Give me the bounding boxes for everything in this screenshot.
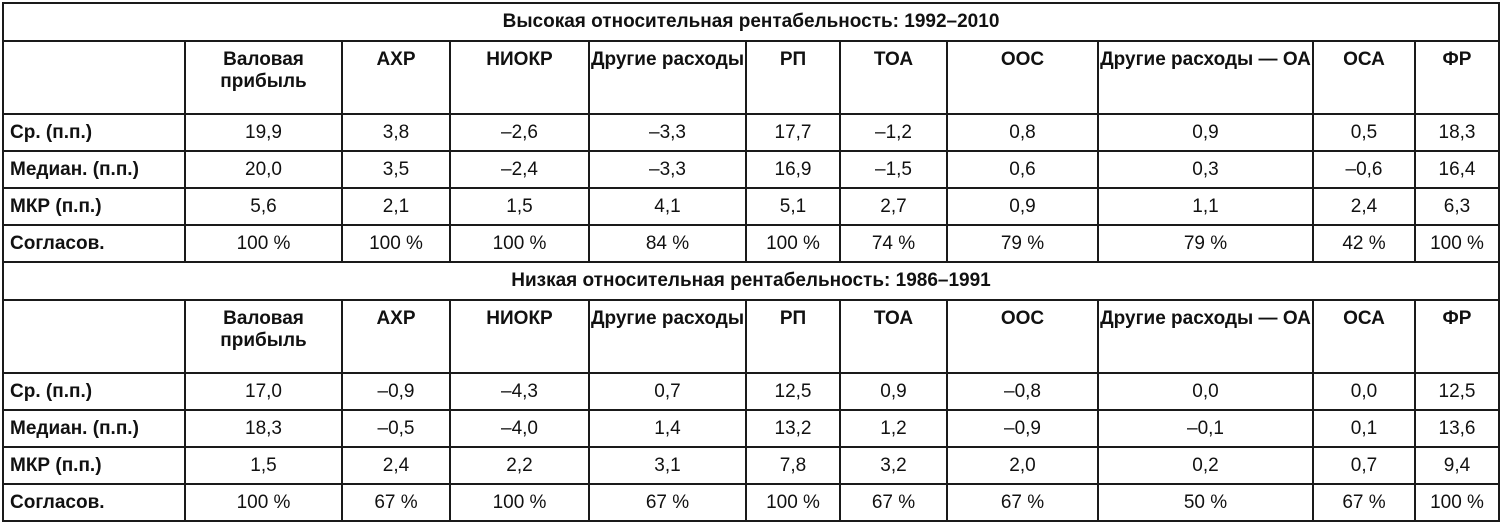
table-cell: 3,2	[840, 447, 947, 484]
table-cell: 0,0	[1098, 373, 1313, 410]
column-header: ОСА	[1313, 41, 1415, 114]
table-cell: 0,2	[1098, 447, 1313, 484]
column-header: ОСА	[1313, 300, 1415, 373]
column-header: Валовая прибыль	[185, 300, 342, 373]
column-header: НИОКР	[450, 300, 589, 373]
table-cell: 79 %	[947, 225, 1098, 262]
table-cell: –0,1	[1098, 410, 1313, 447]
table-cell: 16,4	[1415, 151, 1499, 188]
table-cell: –2,6	[450, 114, 589, 151]
column-header-row	[3, 300, 1499, 373]
column-header-row	[3, 41, 1499, 114]
row-label: Медиан. (п.п.)	[3, 151, 185, 188]
column-header: ТОА	[840, 41, 947, 114]
table-cell: 100 %	[450, 225, 589, 262]
table-cell: 67 %	[342, 484, 450, 521]
table-cell: 0,0	[1313, 373, 1415, 410]
table-cell: 0,3	[1098, 151, 1313, 188]
table-cell: 1,4	[589, 410, 746, 447]
table-row	[3, 151, 1499, 188]
row-label: Ср. (п.п.)	[3, 373, 185, 410]
table-cell: 12,5	[746, 373, 840, 410]
table-row	[3, 188, 1499, 225]
table-cell: –0,6	[1313, 151, 1415, 188]
table-cell: 5,1	[746, 188, 840, 225]
table-cell: 16,9	[746, 151, 840, 188]
table-cell: –0,5	[342, 410, 450, 447]
table-cell: 100 %	[746, 225, 840, 262]
table-cell: 100 %	[185, 225, 342, 262]
column-header: РП	[746, 41, 840, 114]
table-cell: 67 %	[947, 484, 1098, 521]
table-cell: 2,4	[1313, 188, 1415, 225]
table-cell: 0,7	[1313, 447, 1415, 484]
table-cell: 0,9	[840, 373, 947, 410]
row-label: МКР (п.п.)	[3, 447, 185, 484]
table-cell: 13,6	[1415, 410, 1499, 447]
header-blank-cell	[3, 300, 185, 373]
row-label: Согласов.	[3, 225, 185, 262]
section-title: Низкая относительная рентабельность: 1986–1991	[3, 262, 1499, 300]
table-cell: 17,0	[185, 373, 342, 410]
table-cell: –0,8	[947, 373, 1098, 410]
column-header: Другие расходы	[589, 300, 746, 373]
table-cell: –2,4	[450, 151, 589, 188]
column-header: НИОКР	[450, 41, 589, 114]
row-label: МКР (п.п.)	[3, 188, 185, 225]
column-header: АХР	[342, 300, 450, 373]
table-cell: 0,8	[947, 114, 1098, 151]
table-cell: 0,1	[1313, 410, 1415, 447]
column-header: ООС	[947, 300, 1098, 373]
table-cell: –1,5	[840, 151, 947, 188]
table-cell: 100 %	[1415, 484, 1499, 521]
table-cell: 100 %	[1415, 225, 1499, 262]
table-cell: 9,4	[1415, 447, 1499, 484]
column-header: ТОА	[840, 300, 947, 373]
table-cell: 1,5	[185, 447, 342, 484]
column-header: ФР	[1415, 41, 1499, 114]
table-cell: 0,9	[947, 188, 1098, 225]
table-row	[3, 225, 1499, 262]
column-header: Валовая прибыль	[185, 41, 342, 114]
table-cell: 0,6	[947, 151, 1098, 188]
table-row	[3, 410, 1499, 447]
column-header: Другие расходы — ОА	[1098, 300, 1313, 373]
table-cell: 0,5	[1313, 114, 1415, 151]
table-row	[3, 373, 1499, 410]
table-cell: 74 %	[840, 225, 947, 262]
table-row	[3, 114, 1499, 151]
table-cell: 20,0	[185, 151, 342, 188]
section-title: Высокая относительная рентабельность: 1992–2010	[3, 3, 1499, 41]
table-cell: 18,3	[1415, 114, 1499, 151]
column-header: Другие расходы	[589, 41, 746, 114]
table-cell: 100 %	[450, 484, 589, 521]
table-cell: 19,9	[185, 114, 342, 151]
table-cell: 18,3	[185, 410, 342, 447]
column-header: Другие расходы — ОА	[1098, 41, 1313, 114]
table-cell: 67 %	[589, 484, 746, 521]
table-row	[3, 447, 1499, 484]
table-cell: 1,1	[1098, 188, 1313, 225]
table-cell: 17,7	[746, 114, 840, 151]
column-header: РП	[746, 300, 840, 373]
table-cell: 84 %	[589, 225, 746, 262]
table-cell: 2,2	[450, 447, 589, 484]
table-cell: 3,8	[342, 114, 450, 151]
table-cell: –3,3	[589, 114, 746, 151]
table-cell: 100 %	[746, 484, 840, 521]
table-cell: 0,9	[1098, 114, 1313, 151]
table-cell: 67 %	[1313, 484, 1415, 521]
table-cell: 1,2	[840, 410, 947, 447]
table-cell: –4,3	[450, 373, 589, 410]
table-cell: 0,7	[589, 373, 746, 410]
table-cell: –1,2	[840, 114, 947, 151]
section-title-row	[3, 3, 1499, 41]
column-header: АХР	[342, 41, 450, 114]
table-cell: 67 %	[840, 484, 947, 521]
table-cell: 4,1	[589, 188, 746, 225]
column-header: ООС	[947, 41, 1098, 114]
table-cell: –4,0	[450, 410, 589, 447]
table-cell: –0,9	[342, 373, 450, 410]
table-cell: 6,3	[1415, 188, 1499, 225]
table-cell: 2,1	[342, 188, 450, 225]
table-cell: 3,1	[589, 447, 746, 484]
table-cell: 7,8	[746, 447, 840, 484]
table-cell: 50 %	[1098, 484, 1313, 521]
table-cell: 13,2	[746, 410, 840, 447]
row-label: Ср. (п.п.)	[3, 114, 185, 151]
profitability-table	[2, 2, 1500, 522]
table-cell: 42 %	[1313, 225, 1415, 262]
table-cell: 100 %	[342, 225, 450, 262]
table-cell: 100 %	[185, 484, 342, 521]
table-cell: 1,5	[450, 188, 589, 225]
table-cell: 12,5	[1415, 373, 1499, 410]
header-blank-cell	[3, 41, 185, 114]
table-cell: 2,7	[840, 188, 947, 225]
column-header: ФР	[1415, 300, 1499, 373]
table-cell: 5,6	[185, 188, 342, 225]
table-cell: –0,9	[947, 410, 1098, 447]
table-cell: 79 %	[1098, 225, 1313, 262]
table-cell: 3,5	[342, 151, 450, 188]
section-title-row	[3, 262, 1499, 300]
table-cell: 2,0	[947, 447, 1098, 484]
table-cell: –3,3	[589, 151, 746, 188]
row-label: Согласов.	[3, 484, 185, 521]
row-label: Медиан. (п.п.)	[3, 410, 185, 447]
table-cell: 2,4	[342, 447, 450, 484]
table-row	[3, 484, 1499, 521]
